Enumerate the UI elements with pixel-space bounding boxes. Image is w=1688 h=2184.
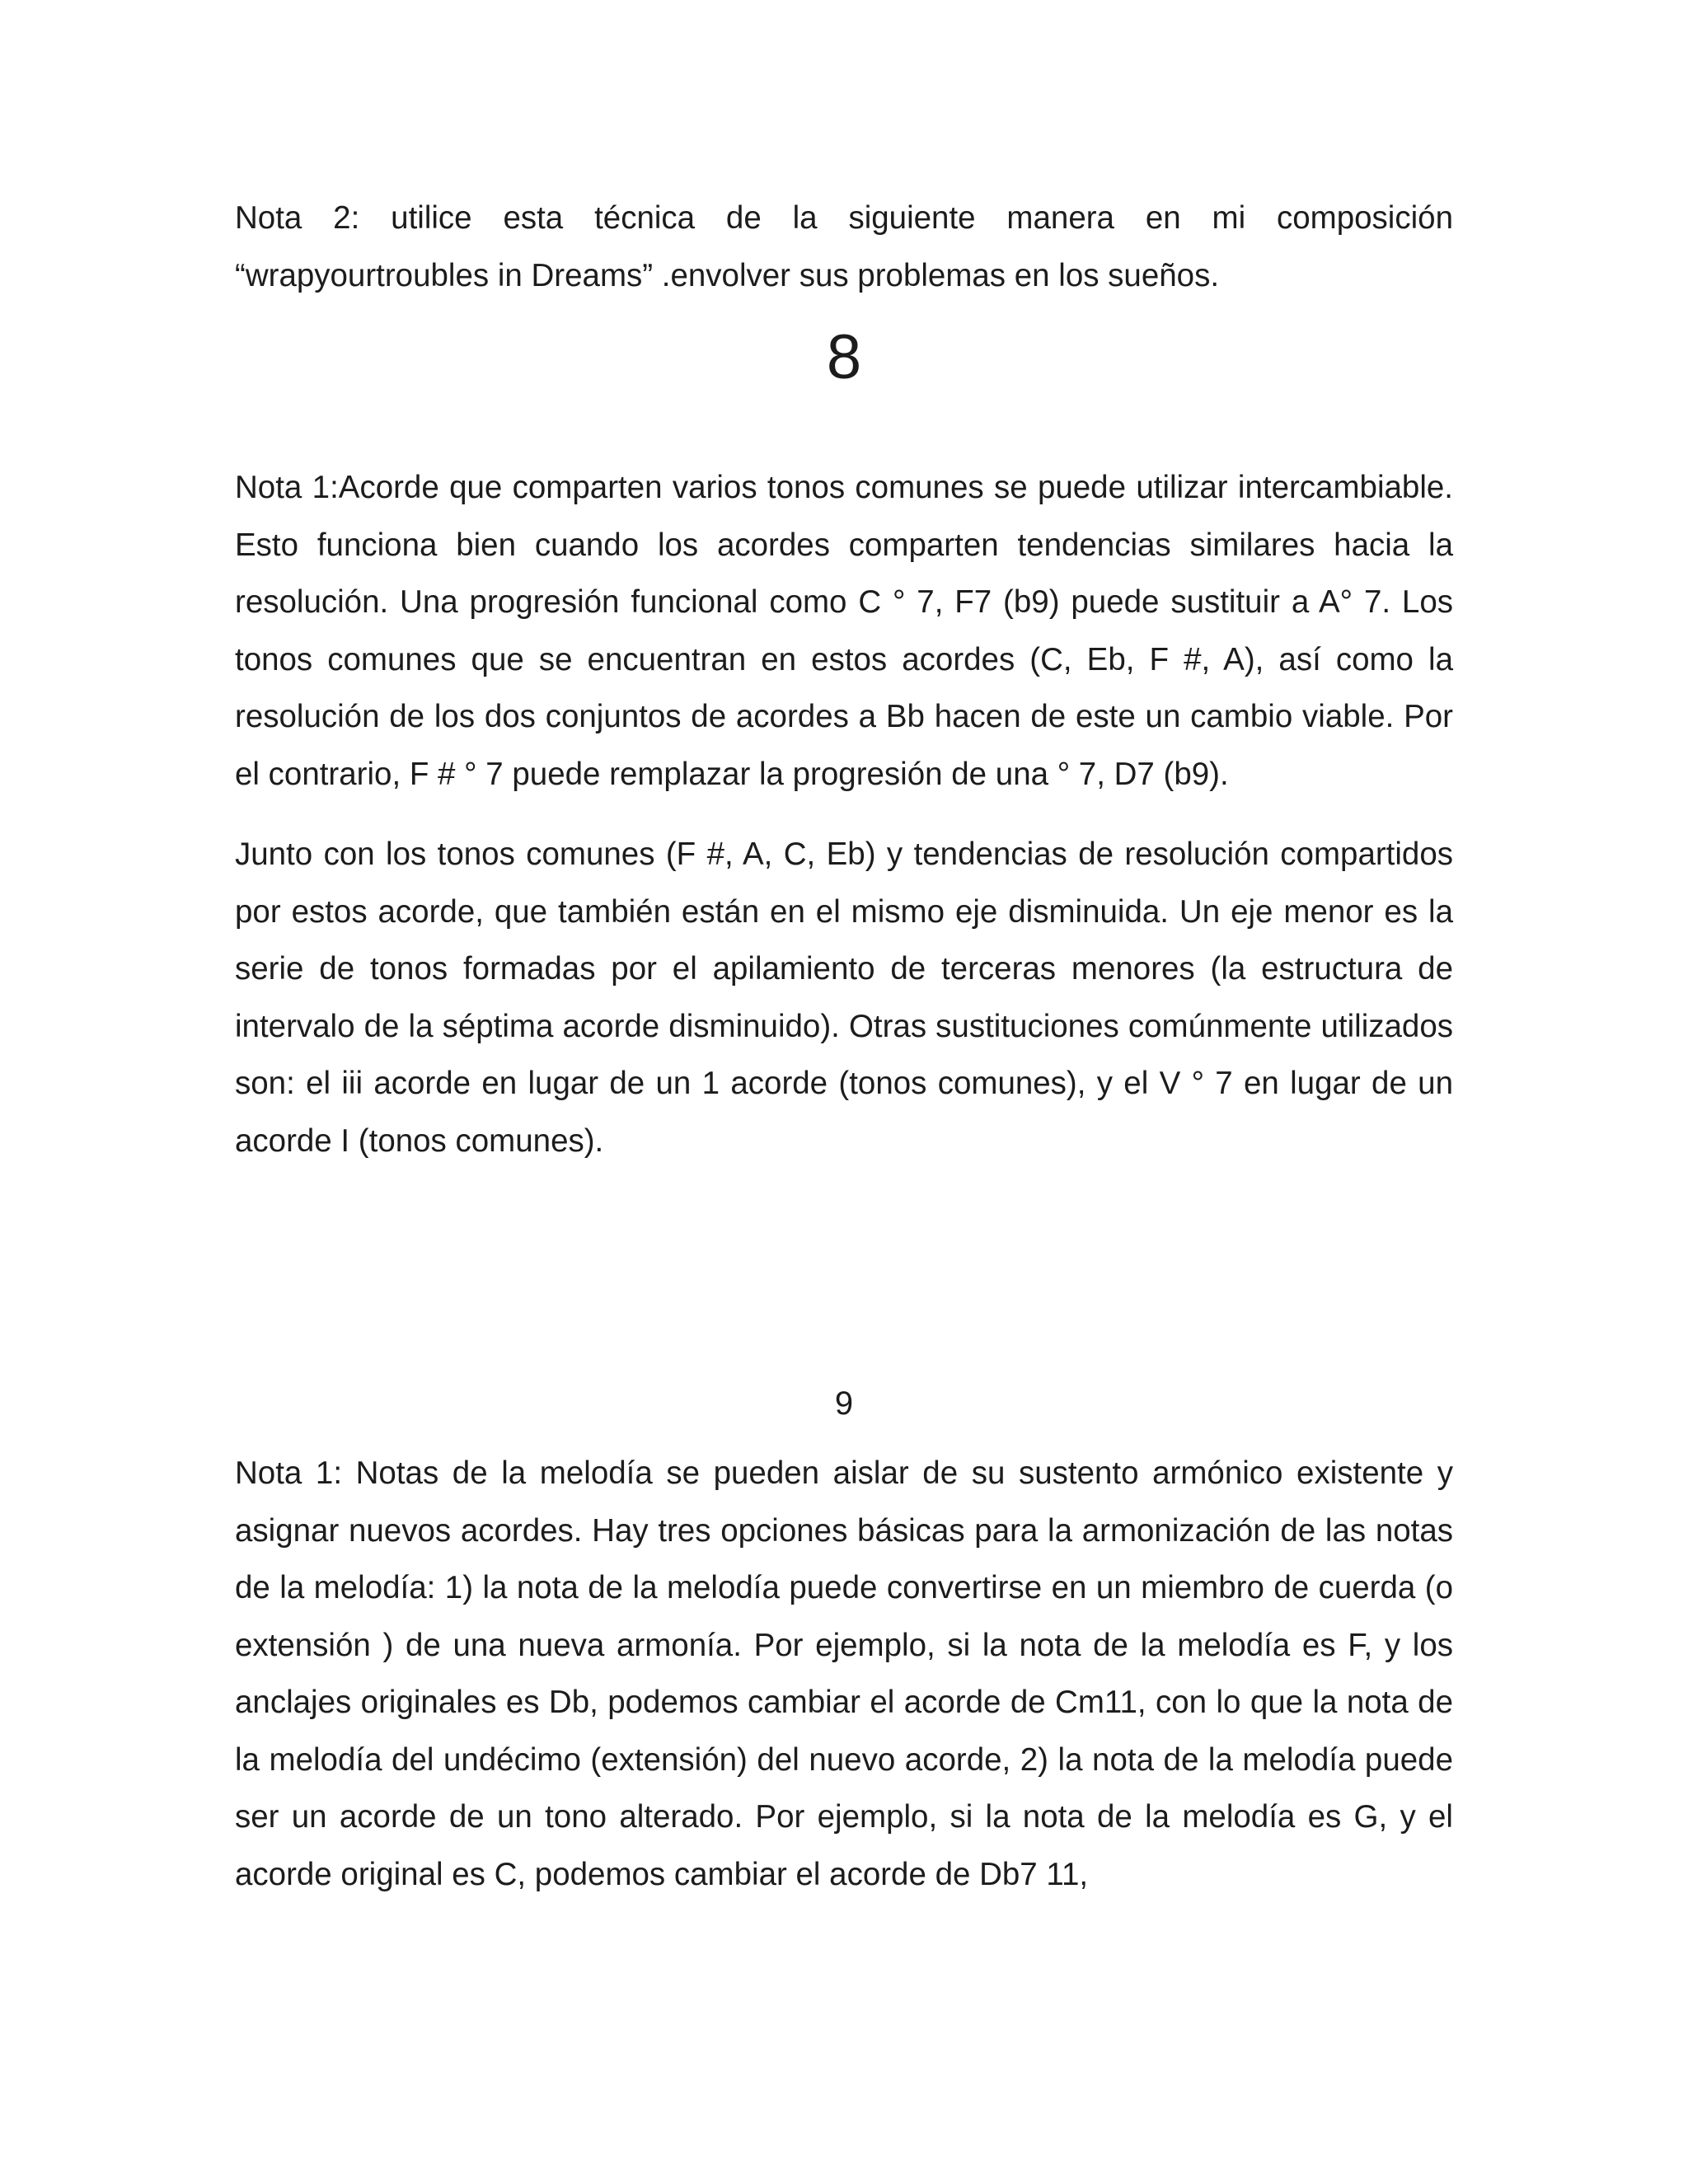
section-9-note-1-paragraph: Nota 1: Notas de la melodía se pueden aislar de su sustento armónico existente y asignar nuevos acordes. Hay tres opciones básicas para la armonización de las notas de la melodía: 1) la nota de la melodía puede convertirse en un miembro de cuerda (o extensión ) de una nueva armonía. Por ejemplo, si la nota de la melodía es F, y los anclajes originales es Db, podemos cambiar el acorde de Cm11, con lo que la nota de la melodía del undécimo (extensión) del nuevo acorde, 2) la nota de la melodía puede ser un acorde de un tono alterado. Por ejemplo, si la nota de la melodía es G, y el acorde original es C, podemos cambiar el acorde de Db7 11, [235,1455,1453,1892]
section-8-second-paragraph: Junto con los tonos comunes (F #, A, C, Eb) y tendencias de resolución compartidos por estos acorde, que también están en el mismo eje disminuida. Un eje menor es la serie de tonos formadas por el apilamiento de terceras menores (la estructura de intervalo de la séptima acorde disminuido). Otras sustituciones comúnmente utilizados son: el iii acorde en lugar de un 1 acorde (tonos comunes), y el V ° 7 en lugar de un acorde I (tonos comunes). [235,837,1453,1159]
section-8-note-1-paragraph: Nota 1:Acorde que comparten varios tonos comunes se puede utilizar intercambiable. Esto funciona bien cuando los acordes comparten tendencias similares hacia la resolución. Una progresión funcional como C ° 7, F7 (b9) puede sustituir a A° 7. Los tonos comunes que se encuentran en estos acordes (C, Eb, F #, A), así como la resolución de los dos conjuntos de acordes a Bb hacen de este un cambio viable. Por el contrario, F # ° 7 puede remplazar la progresión de una ° 7, D7 (b9). [235,470,1453,792]
document-page [235,190,1453,1903]
section-number-8: 8 [826,322,862,392]
section-number-9: 9 [834,1385,854,1422]
note-2-paragraph: Nota 2: utilice esta técnica de la siguiente manera en mi composición “wrapyourtroubles in Dreams” .envolver sus problemas en los sueños. [235,200,1453,293]
paragraph-spacer [235,803,1453,826]
